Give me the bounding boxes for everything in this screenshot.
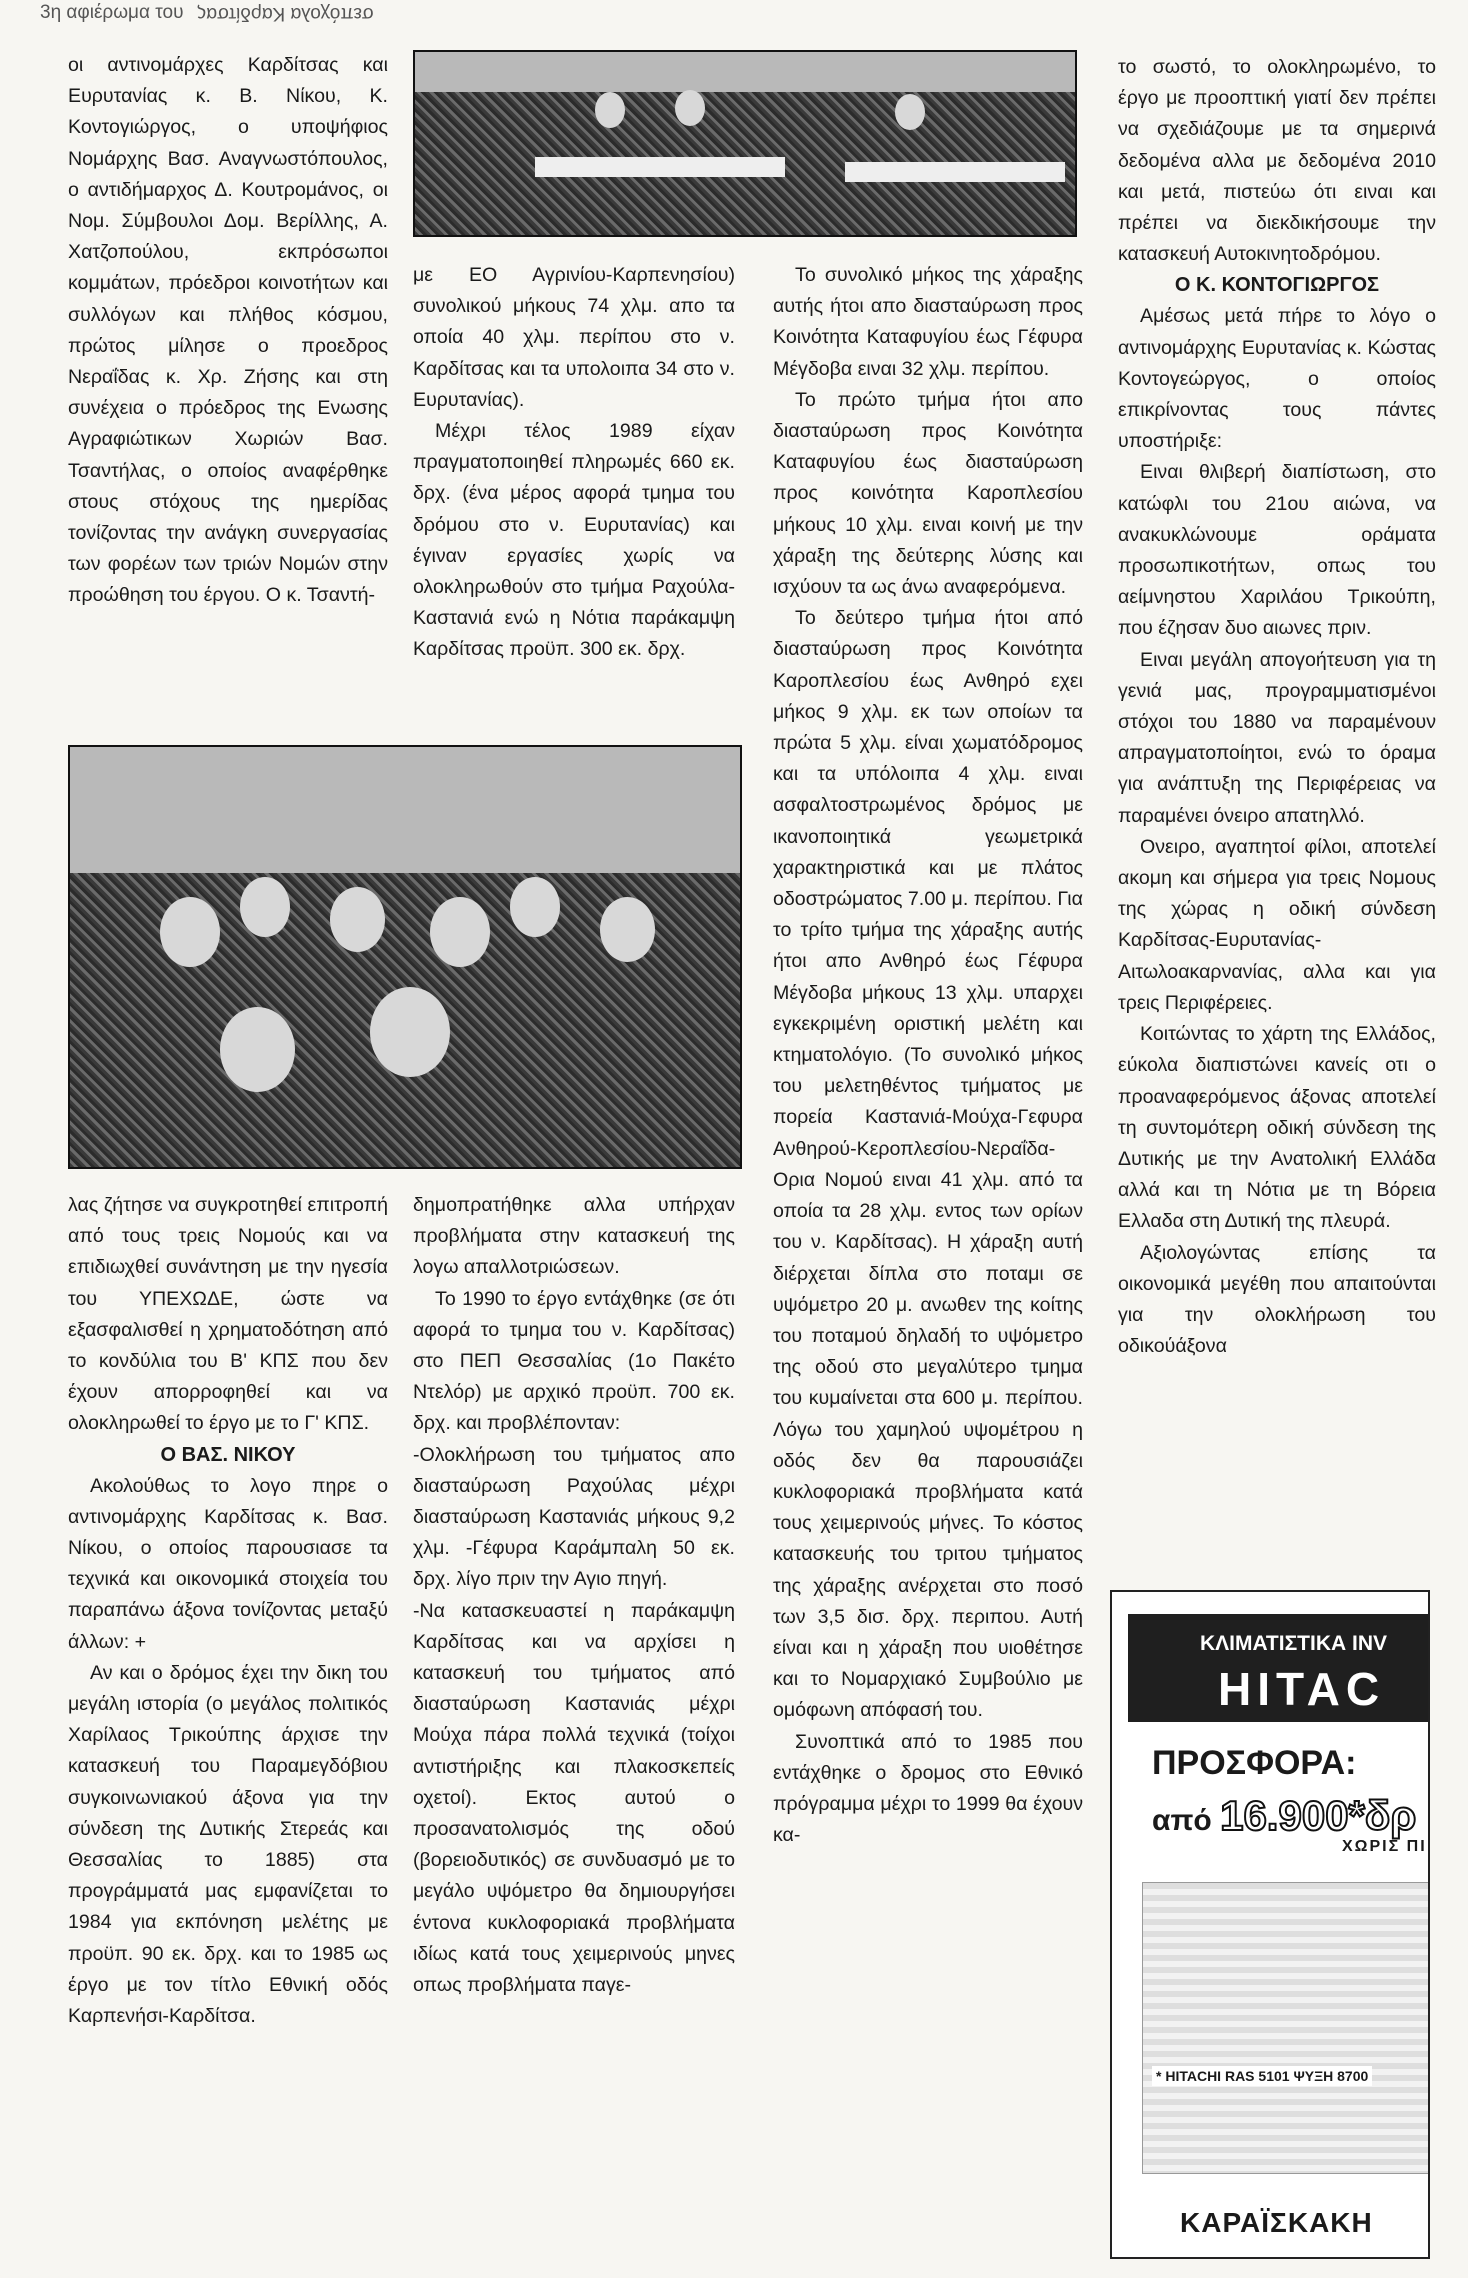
paragraph: Συνοπτικά από το 1985 που εντάχθηκε ο δρομος στο Εθνικό πρόγραμμα μέχρι το 1999 θα έχουν κα- — [773, 1730, 1083, 1847]
ad-from-label: από — [1152, 1804, 1212, 1837]
paragraph: Ακολούθως το λογο πηρε ο αντινομάρχης Καρδίτσας κ. Βασ. Νίκου, ο οποίος παρουσιασε τα τεχνικά και οικονομικά στοιχεία του παραπάνω άξονα τονίζοντας μεταξύ άλλων: + — [68, 1474, 388, 1653]
ad-store: ΚΑΡΑΪΣΚΑΚΗ — [1180, 2207, 1373, 2238]
top-fragment-text: 3η αφιέρωμα του — [40, 2, 184, 23]
paragraph: -Να κατασκευαστεί η παράκαμψη Καρδίτσας και να αρχίσει η κατασκευή του τμήματος από διασταύρωση Καστανιάς μέχρι Μούχα πάρα πολλά τεχνικά (τοίχοι αντιστήριξης και πλακοσκεπείς οχετοί). Εκτος αυτού ο προσανατολισμός της οδού (βορειοδυτικός) σε συνδυασμό με το μεγάλο υψόμετρο θα δημιουργήσει έντονα κυκλοφοριακά προβλήματα ιδίως κατά τους χειμερινούς μηνες οπως προβλήματα παγε- — [413, 1599, 735, 1997]
audience-photo — [68, 745, 742, 1169]
paragraph: Αξιολογώντας επίσης τα οικονομικά μεγέθη που απαιτούνται για την ολοκλήρωση του οδικούάξονα — [1118, 1241, 1436, 1358]
column-1-bottom — [68, 1190, 388, 2032]
column-3 — [773, 260, 1083, 1851]
paragraph: Το συνολικό μήκος της χάραξης αυτής ήτοι απο διασταύρωση προς Κοινότητα Καταφυγίου έως Γέφυρα Μέγδοβα ειναι 32 χλμ. περίπου. — [773, 264, 1083, 380]
ad-price: 16.900*δρ — [1220, 1792, 1417, 1839]
ad-price-line — [1152, 1792, 1416, 1840]
paragraph: Ονειρο, αγαπητοί φίλοι, αποτελεί ακομη και σήμερα για τρεις Νομους της χώρας η οδική σύνδεση Καρδίτσας-Ευρυτανίας-Αιτωλοακαρνανίας, αλλα και για τρεις Περιφέρειες. — [1118, 835, 1436, 1014]
paragraph: με ΕΟ Αγρινίου-Καρπενησίου) συνολικού μήκους 74 χλμ. απο τα οποία 40 χλμ. περίπου στο ν. Καρδίτσας και τα υπολοιπα 34 στο ν. Ευρυτανίας). — [413, 264, 735, 411]
paragraph: Το πρώτο τμήμα ήτοι απο διασταύρωση προς Κοινότητα Καταφυγίου έως διασταύρωση προς κοινότητα Καροπλεσίου μήκους 10 χλμ. ειναι κοινή με την χάραξη της δεύτερης λύσης και ισχύουν τα ως άνω αναφερόμενα. — [773, 388, 1083, 599]
conference-photo — [413, 50, 1077, 237]
air-conditioner-image — [1142, 1882, 1430, 2174]
paragraph: Αν και ο δρόμος έχει την δικη του μεγάλη ιστορία (ο μεγάλος πολιτικός Χαρίλαος Τρικούπης άρχισε την κατασκευή του Παραμεγδόβιου συγκοινωνιακού άξονα για την σύνδεση της Δυτικής Στερεάς και Θεσσαλίας το 1885) στα προγράμματά μας εμφανίζεται το 1984 για εκπόνηση μελέτης με προϋπ. 90 εκ. δρχ. και το 1985 ως έργο με τον τίτλο Εθνική οδός Καρπενήσι-Καρδίτσα. — [68, 1661, 388, 2028]
paragraph: Κοιτώντας το χάρτη της Ελλάδος, εύκολα διαπιστώνει κανείς οτι ο προαναφερόμενος άξονας αποτελεί τη συντομότερη οδική σύνδεση της Δυτικής με την Ανατολική Ελλάδα αλλά και τη Νότια με τη Βόρεια Ελλαδα στη Δυτική της πλευρά. — [1118, 1023, 1436, 1233]
column-2-top — [413, 260, 735, 666]
ad-brand: HITAC — [1218, 1663, 1386, 1715]
paragraph: οι αντινομάρχες Καρδίτσας και Ευρυτανίας κ. Β. Νίκου, Κ. Κοντογιώργος, ο υποψήφιος Νομάρχης Βασ. Αναγνωστόπουλος, ο αντιδήμαρχος Δ. Κουτρομάνος, οι Νομ. Σύμβουλοι Δομ. Βερίλλης, Α. Χατζοπούλου, εκπρόσωποι κομμάτων, πρόεδροι κοινοτήτων και συλλόγων και πλήθος κόσμου, πρώτος μίλησε ο προεδρος Νεραΐδας κ. Χρ. Ζήσης και στη συνέχεια ο πρόεδρος της Ενωσης Αγραφιώτικων Χωριών Βασ. Τσαντήλας, ο οποίος αναφέρθηκε στους στόχους της ημερίδας τονίζοντας την ανάγκη συνεργασίας των φορέων των τριών Νομών στην προώθηση του έργου. Ο κ. Τσαντή- — [68, 54, 388, 607]
ad-no-interest: ΧΩΡΙΣ ΠΙ — [1342, 1838, 1427, 1855]
ad-brand-band — [1128, 1614, 1428, 1722]
paragraph: -Ολοκλήρωση του τμήματος απο διασταύρωση Ραχούλας μέχρι διασταύρωση Καστανιάς μήκους 9,2 χλμ. -Γέφυρα Καράμπαλη 50 εκ. δρχ. λίγο πριν την Αγιο πηγή. — [413, 1443, 735, 1591]
paragraph: Ειναι θλιβερή διαπίστωση, στο κατώφλι του 21ου αιώνα, να ανακυκλώνουμε οράματα προσωπικοτήτων, οπως του αείμνηστου Χαριλάου Τρικούπη, που έζησαν δυο αιωνες πριν. — [1118, 461, 1436, 640]
ad-model: * HITACHI RAS 5101 ΨΥΞΗ 8700 — [1152, 2066, 1372, 2086]
paragraph: το σωστό, το ολοκληρωμένο, το έργο με προοπτική γιατί δεν πρέπει να σχεδιάζουμε με τα σημερινά δεδομένα αλλα με δεδομένα 2010 και μετά, πιστεύω ότι ειναι και πρέπει να διεκδικήσουμε την κατασκευή Αυτοκινητοδρόμου. — [1118, 56, 1436, 266]
column-1-top — [68, 50, 388, 612]
paragraph: Το δεύτερο τμήμα ήτοι από διασταύρωση προς Κοινότητα Καροπλεσίου έως Ανθηρό εχει μήκος 9 χλμ. εκ των οποίων τα πρώτα 5 χλμ. είναι χωματόδρομος και τα υπόλοιπα 4 χλμ. ειναι ασφαλτοστρωμένος δρόμος με ικανοποιητικά γεωμετρικά χαρακτηριστικά και με πλάτος οδοστρώματος 7.00 μ. περίπου. Για το τρίτο τμήμα της χάραξης αυτής ήτοι απο Ανθηρό έως Γέφυρα Μέγδοβα μήκους 13 χλμ. υπαρχει εγκεκριμένη οριστική μελέτη και κτηματολόγιο. (Το συνολικό μήκος του μελετηθέντος τμήματος με πορεία Καστανιά-Μούχα-Γεφυρα Ανθηρού-Κεροπλεσίου-Νεραΐδα-Ορια Νομού ειναι 41 χλμ. από τα οποία τα 28 χλμ. εντος των ορίων του ν. Καρδίτσας). Η χάραξη αυτή διέρχεται δίπλα στο ποταμι σε υψόμετρο 20 μ. ανωθεν της κοίτης του ποταμού δηλαδή το υψόμετρο της οδού στο μεγαλύτερο τμημα του κυμαίνεται στα 600 μ. περίπου. Λόγω του χαμηλού υψομέτρου η οδός δεν θα παρουσιάζει κυκλοφοριακά προβλήματα κατά τους χειμερινούς μήνες. Το κόστος κατασκευής του τριτου τμήματος της χάραξης ανέρχεται στο ποσό των 3,5 δισ. δρχ. περιπου. Αυτή είναι και η χάραξη που υιοθέτησε και το Νομαρχιακό Συμβούλιο με ομόφωνη απόφασή του. — [773, 607, 1083, 1722]
paragraph: λας ζήτησε να συγκροτηθεί επιτροπή από τους τρεις Νομούς και να επιδιωχθεί συνάντηση με την ηγεσία του ΥΠΕΧΩΔΕ, ώστε να εξασφαλισθεί η χρηματοδότηση από το κονδύλια του Β' ΚΠΣ που δεν έχουν απορροφηθεί και να ολοκληρωθεί το έργο με το Γ' ΚΠΣ. — [68, 1194, 388, 1435]
paragraph: Αμέσως μετά πήρε το λόγο ο αντινομάρχης Ευρυτανίας κ. Κώστας Κοντογεώργος, ο οποίος επικρίνοντας τους πάντες υποστήριξε: — [1118, 305, 1436, 453]
paragraph: Μέχρι τέλος 1989 είχαν πραγματοποιηθεί πληρωμές 660 εκ. δρχ. (ένα μέρος αφορά τμημα του δρόμου στο ν. Ευρυτανίας) και έγιναν εργασίες χωρίς να ολοκληρωθούν στο τμήμα Ραχούλα-Καστανιά ενώ η Νότια παράκαμψη Καρδίτσας προϋπ. 300 εκ. δρχ. — [413, 420, 735, 661]
paragraph: Το 1990 το έργο εντάχθηκε (σε ότι αφορά το τμημα του ν. Καρδίτσας) στο ΠΕΠ Θεσσαλίας (1ο Πακέτο Ντελόρ) με αρχικό προϋπ. 700 εκ. δρχ. και προβλέπονταν: — [413, 1287, 735, 1435]
top-fragment-reversed: σεπόχολα Καρδίτσας — [196, 3, 374, 24]
paragraph: δημοπρατήθηκε αλλα υπήρχαν προβλήματα στην κατασκευή της λογω απαλλοτριώσεων. — [413, 1194, 735, 1279]
ad-offer: ΠΡΟΣΦΟΡΑ: — [1152, 1744, 1357, 1782]
top-fragment — [40, 0, 1070, 52]
paragraph: Ειναι μεγάλη απογοήτευση για τη γενιά μας, προγραμματισμένοι στόχοι του 1880 να παραμένουν απραγματοποίητοι, ενώ το όραμα για ανάπτυξη της Περιφέρειας να παραμένει όνειρο απατηλλό. — [1118, 648, 1436, 827]
hitachi-advertisement — [1110, 1590, 1430, 2259]
section-heading: Ο Κ. ΚΟΝΤΟΓΙΩΡΓΟΣ — [1174, 274, 1380, 297]
column-2-bottom — [413, 1190, 735, 2001]
column-4 — [1118, 52, 1436, 1362]
ad-brand-line: ΚΛΙΜΑΤΙΣΤΙΚΑ INV — [1200, 1632, 1388, 1655]
section-heading: Ο ΒΑΣ. ΝΙΚΟΥ — [160, 1443, 296, 1466]
